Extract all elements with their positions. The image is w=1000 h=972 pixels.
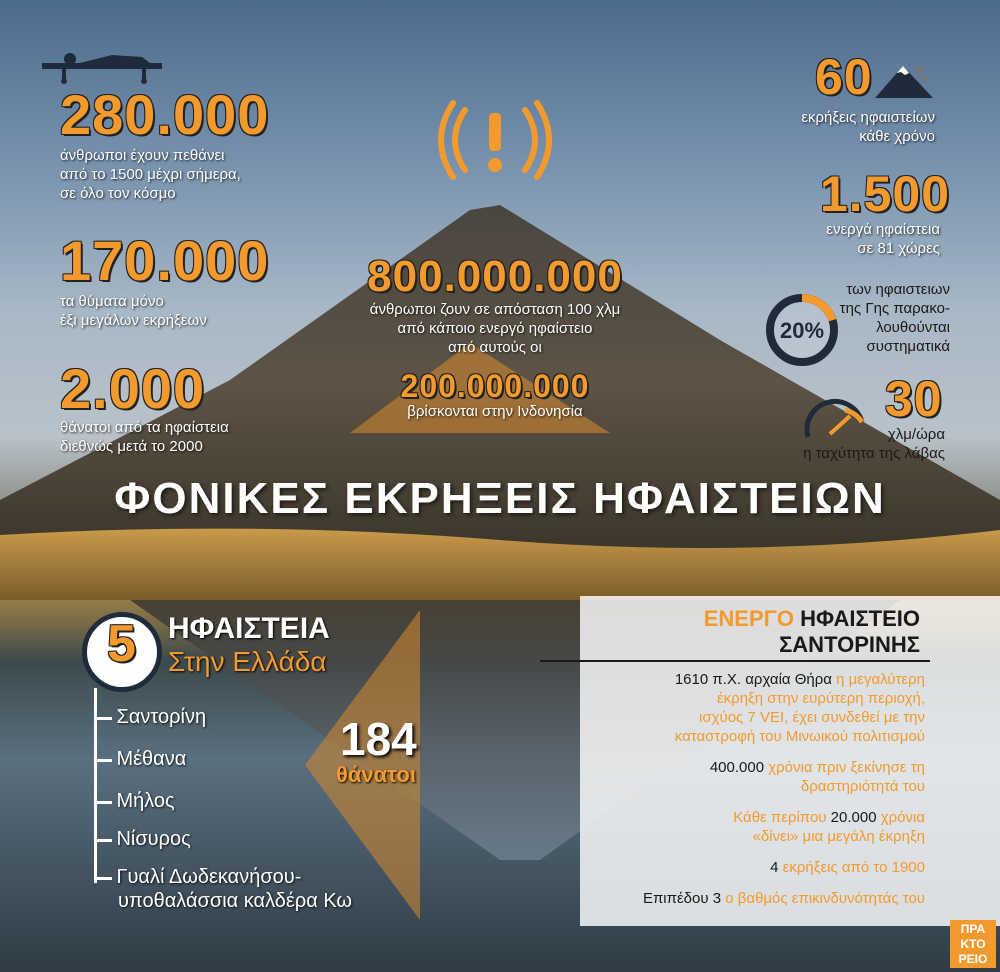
fact-orange: η μεγαλύτερη	[836, 671, 925, 688]
center-line: από κάποιο ενεργό ηφαίστειο	[397, 320, 593, 337]
stat-deaths-line: από το 1500 μέχρι σήμερα,	[60, 166, 241, 183]
list-item-label: Γυαλί Δωδεκανήσου-	[116, 866, 302, 888]
santorini-fact-line	[580, 827, 925, 846]
santorini-fact-line	[580, 727, 925, 746]
greece-heading: ΗΦΑΙΣΤΕΙΑ	[168, 612, 330, 645]
santorini-fact-line	[580, 689, 925, 708]
praktoreio-logo	[950, 920, 996, 968]
stat-since-2000-line: διεθνώς μετά το 2000	[60, 438, 203, 455]
fact-dark: 1610 π.Χ. αρχαία Θήρα	[674, 671, 832, 688]
list-item-label: Μήλος	[116, 790, 175, 812]
list-item	[94, 830, 191, 850]
santorini-fact-line	[580, 708, 925, 727]
stat-six-eruptions-line: έξι μεγάλων εκρήξεων	[60, 312, 207, 329]
monitored-line: λουθούνται	[876, 319, 950, 336]
santorini-heading-orange: ΕΝΕΡΓΟ	[703, 606, 794, 631]
center-text	[330, 300, 660, 357]
list-item-label: Μέθανα	[116, 748, 187, 770]
greece-subheading: Στην Ελλάδα	[168, 646, 327, 677]
santorini-heading-dark: ΗΦΑΙΣΤΕΙΟ	[800, 606, 920, 631]
fact-dark: 400.000	[709, 759, 765, 776]
stat-six-eruptions-number: 170.000	[60, 229, 270, 292]
stat-speed-line: η ταχύτητα της λάβας	[803, 445, 945, 462]
center-line: από αυτούς οι	[448, 339, 542, 356]
logo-line: ΡΕΙΟ	[958, 952, 988, 966]
santorini-fact-line	[580, 777, 925, 796]
fact-orange: Κάθε περίπου	[733, 809, 827, 826]
fact-orange: εκρήξεις από το 1900	[782, 859, 925, 876]
fact-dark: 20.000	[830, 809, 877, 826]
stat-six-eruptions-text	[60, 292, 207, 330]
stat-since-2000-text	[60, 418, 229, 456]
santorini-fact-line	[580, 670, 925, 689]
santorini-fact-line	[580, 808, 925, 827]
santorini-fact-line	[580, 858, 925, 877]
santorini-fact-line	[580, 758, 925, 777]
monitored-line: των ηφαιστειων	[846, 281, 950, 298]
list-item	[94, 708, 206, 728]
volcano-icon	[875, 60, 935, 100]
fact-orange: έκρηξη στην ευρύτερη περιοχή,	[717, 690, 925, 707]
monitored-percent-label: 20%	[779, 318, 825, 343]
stat-since-2000-number: 2.000	[60, 357, 206, 420]
list-item-continuation	[118, 892, 352, 912]
santorini-heading	[600, 606, 920, 632]
list-item	[94, 792, 175, 812]
stat-active-line: ενεργά ηφαίστεια	[826, 221, 940, 238]
fact-orange: χρόνια πριν ξεκίνησε τη	[768, 759, 925, 776]
fact-orange: δραστηριότητά του	[800, 778, 925, 795]
logo-line: ΚΤΟ	[960, 937, 986, 951]
list-item-label: Σαντορίνη	[116, 706, 207, 728]
fact-dark: Επιπέδου 3	[642, 890, 722, 907]
stat-since-2000-line: θάνατοι από τα ηφαίστεια	[60, 419, 229, 436]
page-title: ΦΟΝΙΚΕΣ ΕΚΡΗΞΕΙΣ ΗΦΑΙΣΤΕΙΩΝ	[114, 474, 886, 523]
alert-signal-icon	[435, 95, 555, 185]
stat-active-text	[700, 220, 940, 258]
stat-deaths-number: 280.000	[60, 83, 270, 146]
greece-count: 5	[107, 615, 137, 673]
fact-orange: ισχύος 7 VEI, έχει συνδεθεί με την	[699, 709, 925, 726]
stat-speed-text	[730, 425, 945, 463]
monitored-text	[820, 280, 950, 356]
stretcher-body-icon	[42, 45, 172, 85]
stat-deaths-text	[60, 146, 241, 203]
stat-speed-line: χλμ/ώρα	[887, 426, 945, 443]
fact-orange: «δίνει» μια μεγάλη έκρηξη	[752, 828, 925, 845]
stat-eruptions-line: εκρήξεις ηφαιστείων	[801, 109, 935, 126]
santorini-divider	[540, 660, 930, 662]
greece-deaths-label: θάνατοι	[336, 762, 416, 787]
stat-active-number: 1.500	[819, 166, 950, 222]
santorini-heading-line2: ΣΑΝΤΟΡΙΝΗΣ	[779, 632, 920, 657]
indonesia-text: βρίσκονται στην Ινδονησία	[407, 403, 583, 420]
list-item	[94, 868, 301, 888]
stat-six-eruptions-line: τα θύματα μόνο	[60, 293, 164, 310]
center-line: άνθρωποι ζουν σε απόσταση 100 χλμ	[369, 301, 621, 318]
fact-orange: χρόνια	[880, 809, 925, 826]
stat-active-line: σε 81 χώρες	[857, 240, 940, 257]
monitored-line: της Γης παρακο-	[839, 300, 950, 317]
list-item-label: Νίσυρος	[116, 828, 191, 850]
stat-eruptions-number: 60	[815, 49, 873, 105]
list-item-label: υποθαλάσσια καλδέρα Κω	[118, 890, 353, 912]
fact-orange: καταστροφή του Μινωικού πολιτισμού	[674, 728, 925, 745]
greece-deaths-number: 184	[340, 713, 417, 765]
stat-deaths-line: σε όλο τον κόσμο	[60, 185, 176, 202]
fact-orange: ο βαθμός επικινδυνότητάς του	[725, 890, 925, 907]
stat-deaths-line: άνθρωποι έχουν πεθάνει	[60, 147, 225, 164]
santorini-facts	[580, 670, 925, 908]
santorini-fact-line	[580, 889, 925, 908]
fact-dark: 4	[770, 859, 779, 876]
monitored-line: συστηματικά	[866, 338, 950, 355]
list-item	[94, 750, 186, 770]
logo-line: ΠΡΑ	[960, 922, 986, 936]
stat-eruptions-text	[700, 108, 935, 146]
stat-speed-number: 30	[885, 371, 943, 427]
center-number: 800.000.000	[367, 252, 623, 301]
indonesia-number: 200.000.000	[400, 368, 590, 404]
stat-eruptions-line: κάθε χρόνο	[859, 128, 935, 145]
